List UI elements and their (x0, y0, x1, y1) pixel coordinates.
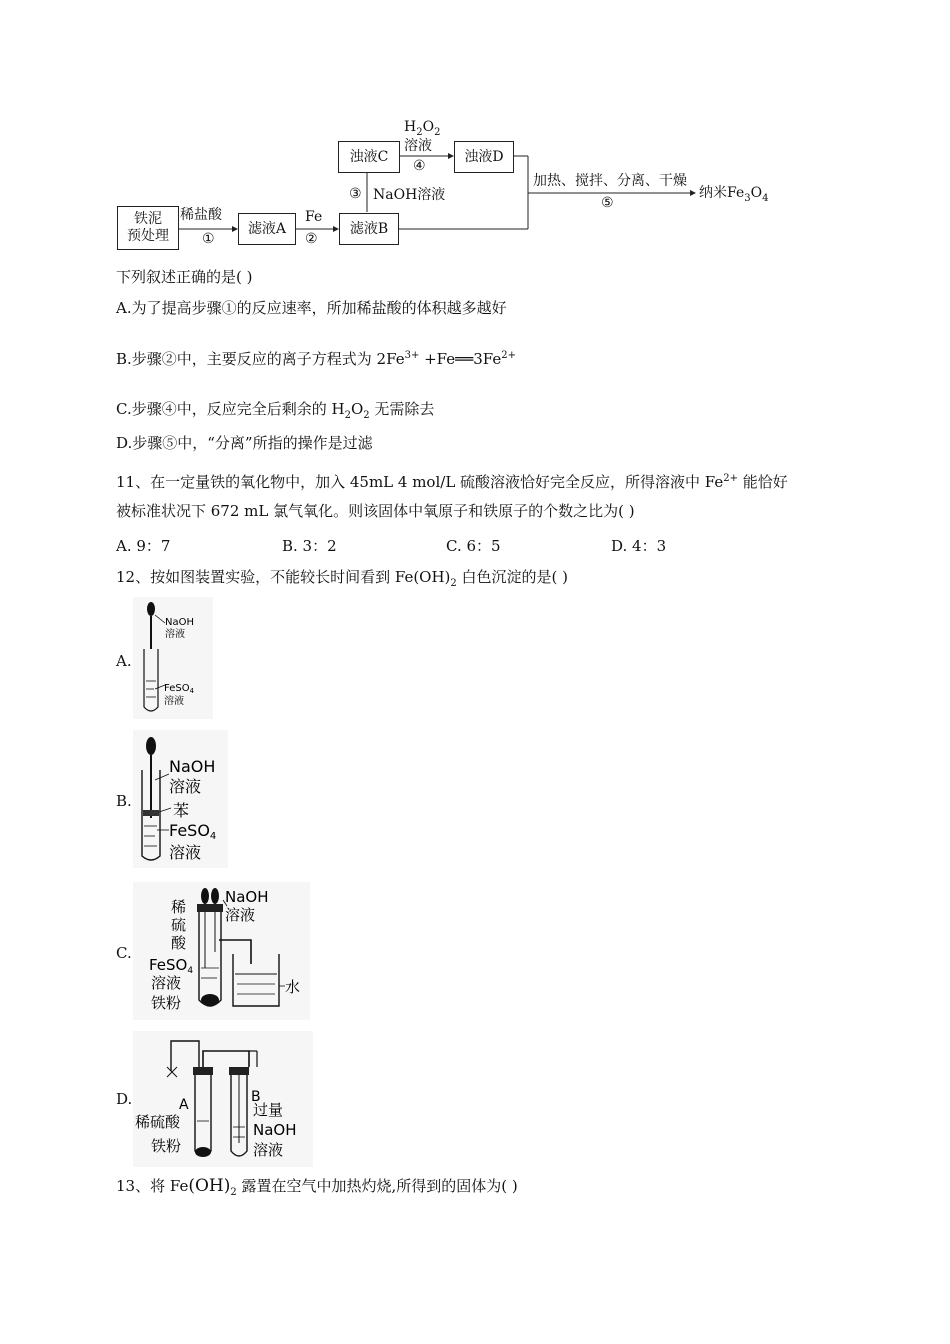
svg-text:NaOH: NaOH (169, 757, 216, 776)
svg-text:FeSO4: FeSO$_4$ (164, 683, 195, 695)
figure-c-apparatus (133, 882, 310, 1020)
figure-d-apparatus (133, 1031, 313, 1167)
box-zhuoye-d: 浊液D (454, 141, 514, 173)
box-tieni-line2: 预处理 (127, 228, 169, 244)
arrow2-step: ② (305, 231, 318, 247)
arrow1-label: 稀盐酸 (180, 207, 222, 223)
svg-text:苯: 苯 (173, 801, 190, 820)
product-label: 纳米$Fe_3O_4$ (699, 185, 769, 204)
svg-text:铁粉: 铁粉 (151, 1137, 182, 1155)
arrow1-step: ① (202, 231, 215, 247)
box-zhuoye-c: 浊液C (338, 141, 400, 173)
box-lvye-a: 滤液A (238, 213, 296, 245)
svg-text:溶液: 溶液 (164, 696, 184, 707)
arrow4-step: ④ (413, 158, 426, 174)
q12-option-d-label: D. (116, 1090, 133, 1108)
box-tieni (117, 206, 179, 250)
arrow4-label-formula: $H_2O_2$ (404, 119, 441, 138)
q11-stem-line1: 11、在一定量铁的氧化物中，加入 45mL 4 mol/L 硫酸溶液恰好完全反应，所得溶液中 $Fe^{2+}$ 能恰好 (116, 473, 788, 491)
svg-text:溶液: 溶液 (151, 974, 182, 992)
svg-text:水: 水 (285, 978, 301, 996)
svg-text:FeSO4: FeSO$_4$ (149, 956, 194, 976)
q10-stem: 下列叙述正确的是( ) (116, 268, 253, 286)
svg-text:NaOH: NaOH (165, 617, 194, 628)
q10-option-c: C.步骤④中，反应完全后剩余的 $H_2O_2$ 无需除去 (116, 400, 435, 421)
svg-text:铁粉: 铁粉 (151, 994, 182, 1012)
arrow3-label: NaOH溶液 (373, 187, 446, 203)
q10-option-d: D.步骤⑤中，“分离”所指的操作是过滤 (116, 434, 373, 452)
box-tieni-line1: 铁泥 (134, 211, 162, 227)
figure-a-test-tube (133, 597, 213, 719)
q11-option-c: C. 6：5 (446, 537, 501, 555)
svg-text:NaOH: NaOH (225, 888, 269, 906)
svg-text:FeSO4: FeSO4 (169, 821, 217, 842)
svg-text:溶液: 溶液 (253, 1141, 284, 1159)
svg-text:溶液: 溶液 (165, 629, 185, 640)
q11-option-d: D. 4：3 (611, 537, 667, 555)
svg-text:溶液: 溶液 (225, 906, 256, 924)
svg-text:酸: 酸 (171, 934, 187, 952)
svg-text:A: A (179, 1097, 189, 1113)
q12-option-b-label: B. (116, 792, 132, 810)
box-lvye-b: 滤液B (339, 213, 399, 245)
svg-text:过量: 过量 (253, 1101, 284, 1119)
arrow4-label-solution: 溶液 (404, 138, 432, 154)
q11-stem-line2: 被标准状况下 672 mL 氯气氧化。则该固体中氧原子和铁原子的个数之比为( ) (116, 502, 635, 520)
arrow5-label: 加热、搅拌、分离、干燥 (533, 173, 687, 189)
figure-b-test-tube (133, 730, 228, 868)
svg-text:稀硫酸: 稀硫酸 (135, 1113, 181, 1131)
svg-text:溶液: 溶液 (169, 777, 202, 796)
svg-text:溶液: 溶液 (169, 843, 202, 862)
q11-option-a: A. 9：7 (116, 537, 171, 555)
q12-stem: 12、按如图装置实验，不能较长时间看到 $Fe(OH)_2$ 白色沉淀的是( ) (116, 568, 569, 589)
q10-option-a: A.为了提高步骤①的反应速率，所加稀盐酸的体积越多越好 (116, 299, 507, 317)
svg-text:硫: 硫 (171, 916, 187, 934)
svg-text:稀: 稀 (171, 898, 187, 916)
q13-stem: 13、将 $Fe(OH)_2$ 露置在空气中加热灼烧,所得到的固体为( ) (116, 1176, 518, 1198)
arrow2-label: Fe (305, 209, 323, 225)
q10-option-b: B.步骤②中，主要反应的离子方程式为 $2Fe^{3+}$ $+Fe══3Fe^{2+}$ (116, 350, 516, 368)
arrow3-step: ③ (349, 186, 362, 202)
q11-option-b: B. 3：2 (282, 537, 337, 555)
arrow5-step: ⑤ (601, 195, 614, 211)
q12-option-a-label: A. (116, 652, 132, 670)
svg-text:NaOH: NaOH (253, 1121, 297, 1139)
q12-option-c-label: C. (116, 944, 132, 962)
svg-text:B: B (251, 1089, 261, 1105)
